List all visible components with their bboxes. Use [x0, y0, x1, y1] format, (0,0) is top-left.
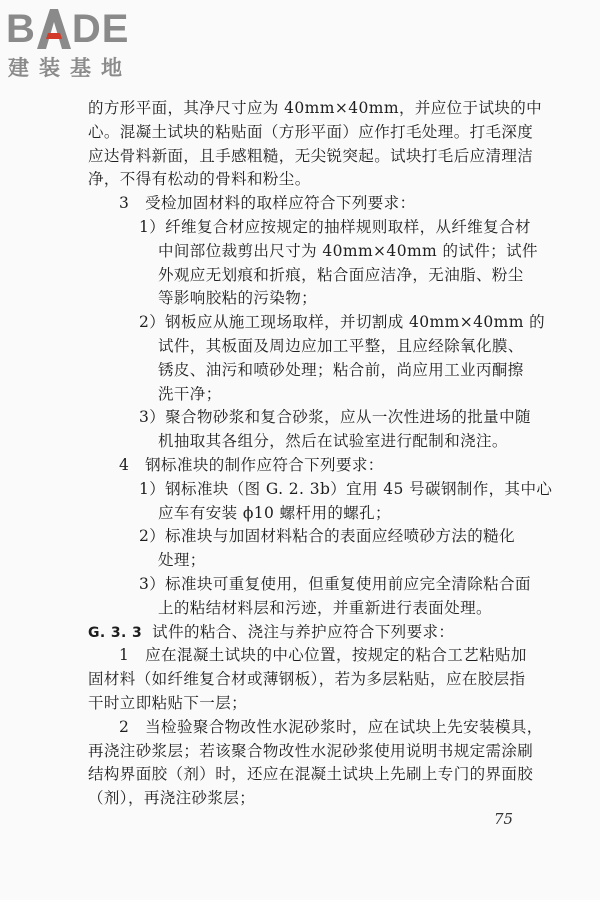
paragraph-line: 净，不得有松动的骨料和粉尘。: [88, 170, 311, 189]
item-line: 处理；: [158, 551, 206, 570]
item-line: 2）标准块与加固材料粘合的表面应经喷砂方法的糙化: [139, 527, 515, 546]
logo-wordmark: [6, 6, 174, 52]
logo-subtitle: 建装基地: [8, 56, 132, 80]
paragraph-line: 2 当检验聚合物改性水泥砂浆时，应在试块上先安装模具，: [119, 717, 543, 736]
paragraph-line: 固材料（如纤维复合材或薄钢板），若为多层粘贴，应在胶层指: [88, 670, 526, 689]
item-line: 上的粘结材料层和污迹，并重新进行表面处理。: [158, 598, 492, 617]
paragraph-line: 结构界面胶（剂）时，还应在混凝土试块上先刷上专门的界面胶: [88, 765, 534, 784]
item-line: 等影响胶粘的污染物；: [158, 289, 318, 308]
item-line: 洗干净；: [158, 384, 222, 403]
paragraph-line: 再浇注砂浆层；若该聚合物改性水泥砂浆使用说明书规定需涂刷: [88, 741, 534, 760]
item-line: 试件，其板面及周边应加工平整，且应经除氧化膜、: [158, 336, 524, 355]
item-line: 3）聚合物砂浆和复合砂浆，应从一次性进场的批量中随: [139, 408, 531, 427]
paragraph-line: 的方形平面，其净尺寸应为 40mm×40mm，并应位于试块的中: [88, 99, 543, 117]
document-body: [88, 97, 553, 811]
item-line: 锈皮、油污和喷砂处理；粘合前，尚应用工业丙酮擦: [158, 360, 524, 379]
logo-letter-a-icon: [37, 9, 71, 49]
item-line: 外观应无划痕和折痕，粘合面应洁净，无油脂、粉尘: [158, 265, 524, 284]
item-line: 2）钢板应从施工现场取样，并切割成 40mm×40mm 的: [139, 313, 546, 332]
paragraph-line: 1 应在混凝土试块的中心位置，按规定的粘合工艺粘贴加: [119, 646, 527, 665]
item-line: 3）标准块可重复使用，但重复使用前应完全清除粘合面: [139, 574, 531, 593]
page-number: 75: [494, 810, 514, 828]
section-number: G. 3. 3: [88, 624, 143, 641]
paragraph-line: 应达骨料新面，且手感粗糙，无尖锐突起。试块打毛后应清理洁: [88, 146, 534, 165]
section-g33-line: [88, 621, 548, 645]
item-line: 1）钢标准块（图 G. 2. 3b）宜用 45 号碳钢制作，其中心: [139, 479, 553, 498]
bade-logo: [6, 6, 174, 82]
paragraph-line: 干时立即粘贴下一层；: [88, 693, 248, 712]
item-line: 1）纤维复合材应按规定的抽样规则取样，从纤维复合材: [139, 217, 531, 236]
logo-letters-de: DE: [71, 7, 130, 51]
item-line: 中间部位裁剪出尺寸为 40mm×40mm 的试件；试件: [158, 241, 538, 260]
clause-4-heading: 4 钢标准块的制作应符合下列要求：: [119, 455, 384, 474]
clause-3-heading: 3 受检加固材料的取样应符合下列要求：: [119, 194, 416, 213]
paragraph-line: （剂），再浇注砂浆层；: [88, 789, 256, 808]
paragraph-line: 心。混凝土试块的粘贴面（方形平面）应作打毛处理。打毛深度: [88, 122, 534, 141]
item-line: 机抽取其各组分，然后在试验室进行配制和浇注。: [158, 432, 508, 451]
section-title: 试件的粘合、浇注与养护应符合下列要求：: [152, 622, 455, 641]
logo-letter-b: B: [6, 7, 36, 51]
item-line: 应车有安装 ϕ10 螺杆用的螺孔；: [158, 503, 391, 522]
